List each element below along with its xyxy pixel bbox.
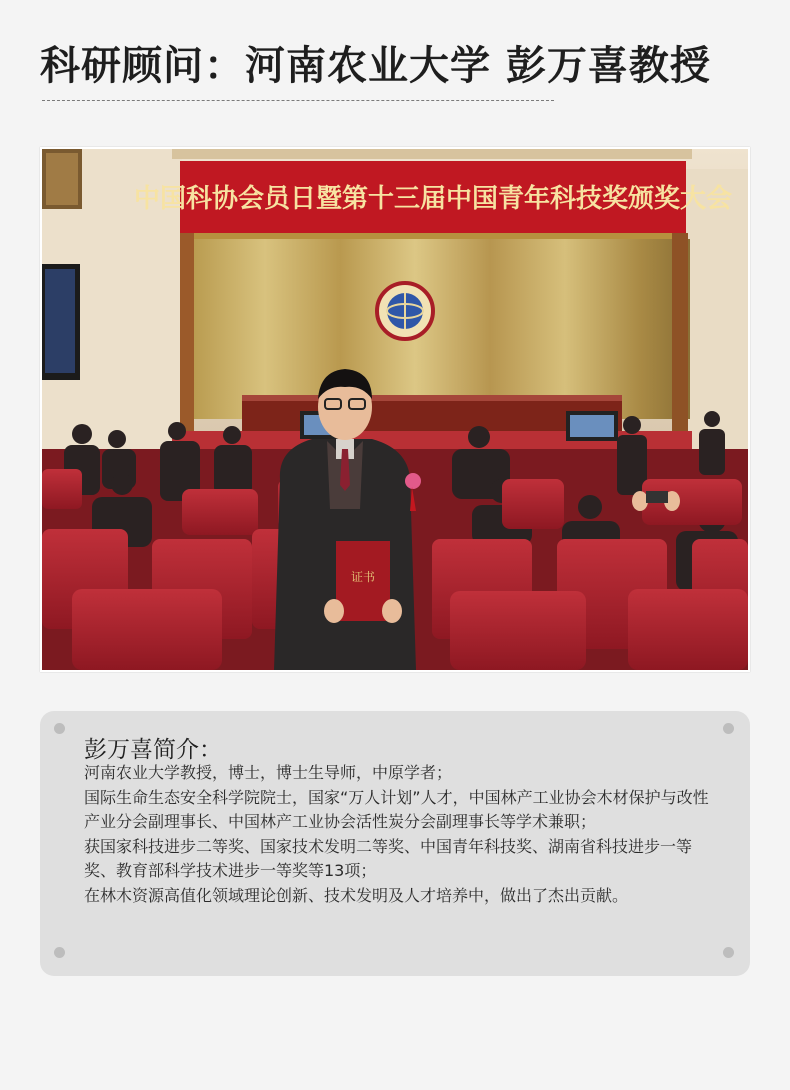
corner-dot <box>54 947 65 958</box>
award-ceremony-photo <box>40 147 750 672</box>
certificate-text: 证书 <box>350 570 376 584</box>
bio-body <box>84 761 714 908</box>
corner-dot <box>723 947 734 958</box>
banner-text: 中国科协会员日暨第十三届中国青年科技奖颁奖大会 <box>133 184 733 214</box>
corner-dot <box>54 723 65 734</box>
bio-paragraph: 获国家科技进步二等奖、国家技术发明二等奖、中国青年科技奖、湖南省科技进步一等奖、教育部科学技术进步一等奖等13项； <box>84 836 693 880</box>
page-title: 科研顾问：河南农业大学 彭万喜教授 <box>40 43 711 89</box>
bio-panel <box>40 711 750 976</box>
corner-dot <box>723 723 734 734</box>
bio-title: 彭万喜简介： <box>84 737 222 763</box>
bio-paragraph: 河南农业大学教授，博士，博士生导师，中原学者； <box>84 763 453 782</box>
title-divider <box>42 100 554 101</box>
bio-paragraph: 国际生命生态安全科学院院士，国家“万人计划”人才，中国林产工业协会木材保护与改性产业分会副理事长、中国林产工业协会活性炭分会副理事长等学术兼职； <box>84 787 709 831</box>
bio-paragraph: 在林木资源高值化领域理论创新、技术发明及人才培养中，做出了杰出贡献。 <box>84 885 629 905</box>
